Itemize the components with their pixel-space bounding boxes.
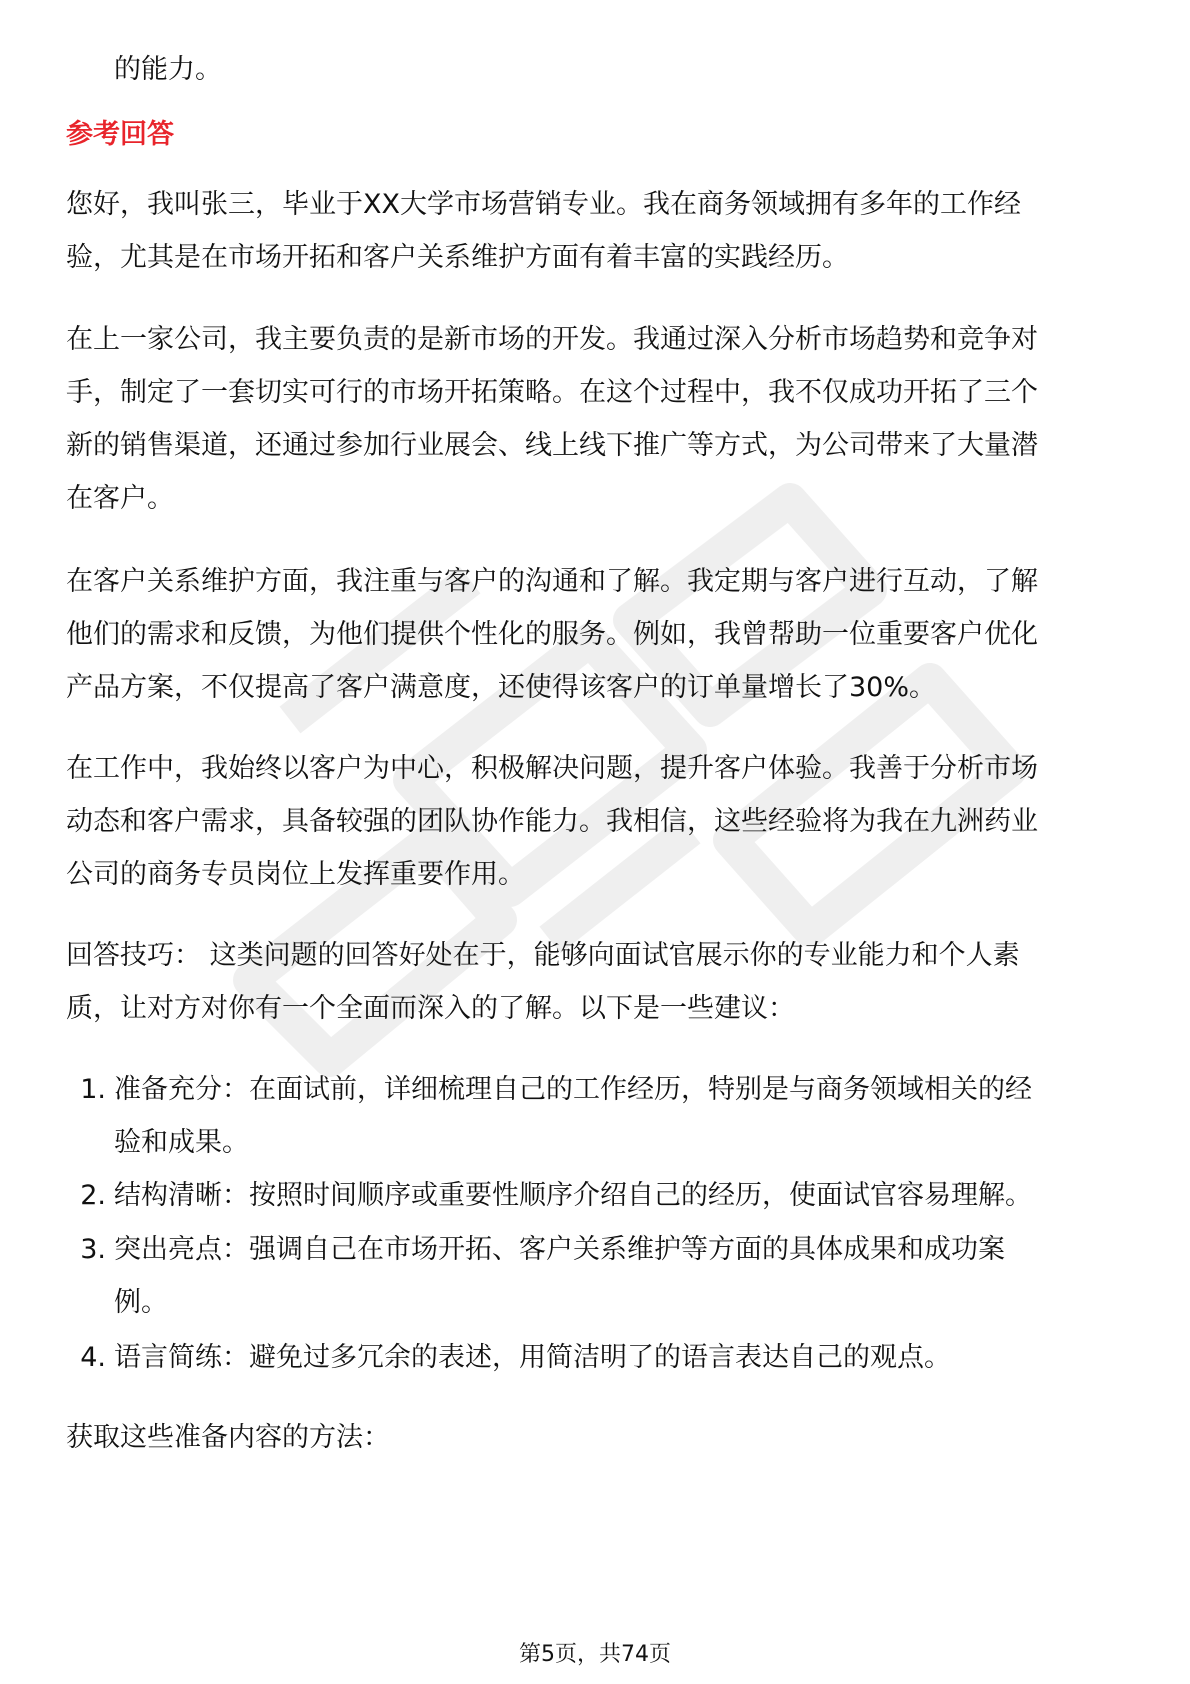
paragraph-line: 在上一家公司，我主要负责的是新市场的开发。我通过深入分析市场趋势和竞争对 [66, 324, 1038, 355]
paragraph-line: 在客户关系维护方面，我注重与客户的沟通和了解。我定期与客户进行互动，了解 [66, 566, 1038, 597]
paragraph-line: 他们的需求和反馈，为他们提供个性化的服务。例如，我曾帮助一位重要客户优化 [66, 619, 1038, 650]
paragraph-line: 新的销售渠道，还通过参加行业展会、线上线下推广等方式，为公司带来了大量潜 [66, 430, 1038, 461]
page-footer: 第5页，共74页 [519, 1642, 671, 1667]
paragraph-line: 质，让对方对你有一个全面而深入的了解。以下是一些建议： [66, 993, 795, 1024]
section-heading: 参考回答 [66, 119, 174, 150]
paragraph-line: 验，尤其是在市场开拓和客户关系维护方面有着丰富的实践经历。 [66, 242, 849, 273]
paragraph-line: 手，制定了一套切实可行的市场开拓策略。在这个过程中，我不仅成功开拓了三个 [66, 377, 1038, 408]
paragraph-line: 在客户。 [66, 483, 174, 514]
list-number: 2. [80, 1180, 106, 1211]
list-item-line: 突出亮点：强调自己在市场开拓、客户关系维护等方面的具体成果和成功案 [114, 1234, 1005, 1265]
list-number: 4. [80, 1342, 106, 1373]
closing-line: 获取这些准备内容的方法： [66, 1422, 390, 1453]
paragraph-line: 回答技巧： 这类问题的回答好处在于，能够向面试官展示你的专业能力和个人素 [66, 940, 1020, 971]
paragraph-line: 动态和客户需求，具备较强的团队协作能力。我相信，这些经验将为我在九洲药业 [66, 806, 1038, 837]
list-item-line: 结构清晰：按照时间顺序或重要性顺序介绍自己的经历，使面试官容易理解。 [114, 1180, 1032, 1211]
list-item-line: 语言简练：避免过多冗余的表述，用简洁明了的语言表达自己的观点。 [114, 1342, 951, 1373]
paragraph-line: 产品方案，不仅提高了客户满意度，还使得该客户的订单量增长了30%。 [66, 672, 937, 703]
list-number: 3. [80, 1234, 106, 1265]
paragraph-line: 您好，我叫张三，毕业于XX大学市场营销专业。我在商务领域拥有多年的工作经 [66, 189, 1021, 220]
intro-tail-text: 的能力。 [114, 54, 222, 85]
list-item-line: 例。 [114, 1287, 168, 1318]
list-number: 1. [80, 1074, 106, 1105]
list-item-line: 准备充分：在面试前，详细梳理自己的工作经历，特别是与商务领域相关的经 [114, 1074, 1032, 1105]
list-item-line: 验和成果。 [114, 1127, 249, 1158]
paragraph-line: 公司的商务专员岗位上发挥重要作用。 [66, 859, 525, 890]
paragraph-line: 在工作中，我始终以客户为中心，积极解决问题，提升客户体验。我善于分析市场 [66, 753, 1038, 784]
